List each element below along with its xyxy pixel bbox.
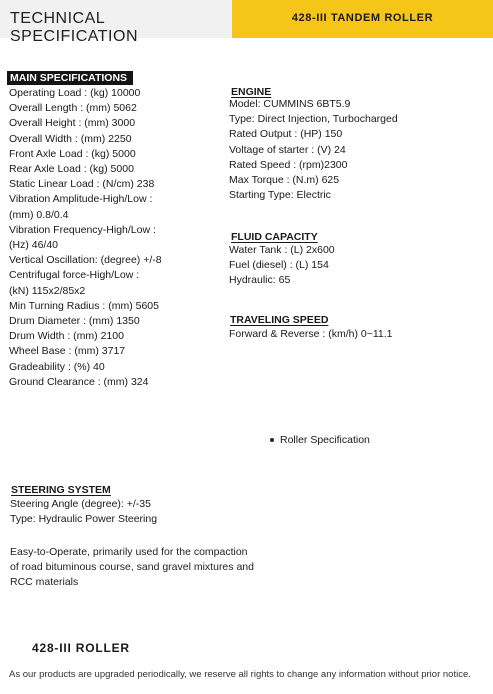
spec-line: Ground Clearance : (mm) 324	[9, 375, 149, 388]
spec-line: Overall Length : (mm) 5062	[9, 102, 137, 115]
engine-line: Voltage of starter : (V) 24	[229, 143, 346, 156]
spec-line: Vertical Oscillation: (degree) +/-8	[9, 254, 162, 267]
engine-line: Model: CUMMINS 6BT5.9	[229, 98, 351, 110]
disclaimer-text: As our products are upgraded periodically, we reserve all rights to change any information without prior notice.	[9, 669, 471, 680]
traveling-speed-list	[229, 327, 393, 342]
spec-line: Static Linear Load : (N/cm) 238	[9, 178, 155, 191]
model-title: 428-III TANDEM ROLLER	[291, 12, 434, 24]
engine-list	[229, 97, 398, 203]
bullet-dot-icon	[270, 438, 274, 442]
spec-line: Drum Width : (mm) 2100	[9, 330, 124, 343]
description-line: RCC materials	[10, 576, 79, 589]
spec-line: Front Axle Load : (kg) 5000	[9, 147, 136, 160]
traveling-speed-heading: TRAVELING SPEED	[230, 314, 329, 326]
fluid-line: Water Tank : (L) 2x600	[229, 244, 335, 256]
fluid-capacity-heading: FLUID CAPACITY	[231, 231, 318, 243]
header-title-panel	[0, 0, 232, 45]
engine-line: Rated Output : (HP) 150	[229, 128, 343, 141]
steering-system-list	[10, 497, 157, 527]
spec-line: Rear Axle Load : (kg) 5000	[9, 163, 134, 176]
engine-line: Starting Type: Electric	[229, 189, 331, 202]
spec-line: Vibration Frequency-High/Low :	[9, 223, 156, 236]
engine-heading: ENGINE	[231, 86, 272, 98]
spec-line: Gradeability : (%) 40	[9, 360, 105, 373]
footer-model-title: 428-III ROLLER	[32, 641, 130, 655]
roller-specification-bullet	[270, 434, 370, 446]
page-title: TECHNICAL SPECIFICATION	[10, 10, 138, 45]
engine-line: Rated Speed : (rpm)2300	[229, 158, 348, 171]
steering-system-heading: STEERING SYSTEM	[11, 484, 111, 496]
description-line: Easy-to-Operate, primarily used for the compaction	[10, 546, 248, 558]
spec-line: Wheel Base : (mm) 3717	[9, 345, 126, 358]
steering-line: Steering Angle (degree): +/-35	[10, 498, 151, 510]
bullet-text: Roller Specification	[280, 434, 370, 446]
travel-line: Forward & Reverse : (km/h) 0~11.1	[229, 328, 393, 340]
spec-line: (kN) 115x2/85x2	[9, 284, 86, 297]
spec-line: Min Turning Radius : (mm) 5605	[9, 299, 159, 312]
spec-line: (mm) 0.8/0.4	[9, 208, 69, 221]
product-description	[10, 545, 270, 591]
header-model-panel	[232, 0, 493, 38]
fluid-line: Hydraulic: 65	[229, 274, 291, 287]
fluid-capacity-list	[229, 243, 335, 289]
spec-line: (Hz) 46/40	[9, 239, 59, 252]
spec-line: Drum Diameter : (mm) 1350	[9, 315, 140, 328]
engine-line: Type: Direct Injection, Turbocharged	[229, 113, 398, 126]
fluid-line: Fuel (diesel) : (L) 154	[229, 259, 329, 272]
spec-line: Overall Width : (mm) 2250	[9, 132, 132, 145]
steering-line: Type: Hydraulic Power Steering	[10, 513, 158, 526]
main-specifications-heading: MAIN SPECIFICATIONS	[7, 71, 133, 85]
spec-line: Vibration Amplitude-High/Low :	[9, 193, 153, 206]
spec-line: Centrifugal force-High/Low :	[9, 269, 140, 282]
description-line: of road bituminous course, sand gravel mixtures and	[10, 561, 254, 574]
spec-line: Overall Height : (mm) 3000	[9, 117, 136, 130]
main-specifications-list	[9, 86, 162, 390]
engine-line: Max Torque : (N.m) 625	[229, 174, 340, 187]
spec-line: Operating Load : (kg) 10000	[9, 87, 141, 99]
